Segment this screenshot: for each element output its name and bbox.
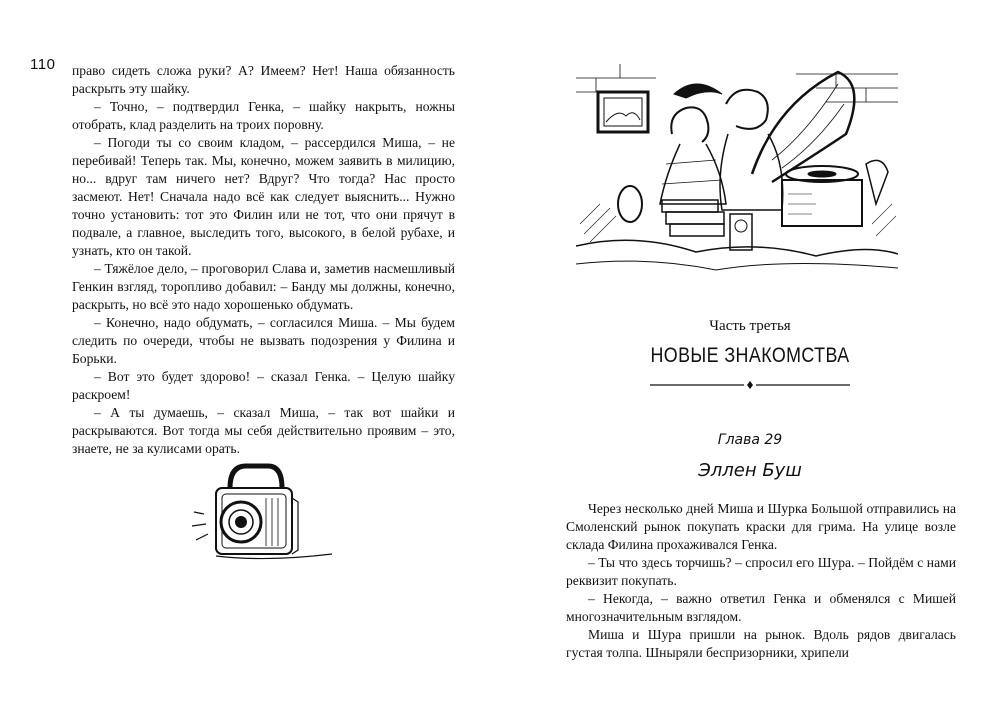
right-page [500,0,1000,712]
paragraph: – Вот это будет здорово! – сказал Генка. – Целую шайку раскроем! [72,369,455,402]
paragraph: – Точно, – подтвердил Генка, – шайку накрыть, ножны отобрать, клад разделить на троих поровну. [72,99,455,132]
paragraph: Миша и Шура пришли на рынок. Вдоль рядов двигалась густая толпа. Шныряли беспризорники, хрипели [566,627,956,660]
paragraph: – Конечно, надо обдумать, – согласился Миша. – Мы будем следить по очереди, чтобы не вызвать подозрения у Филина и Борьки. [72,315,455,366]
chapter-title: Эллен Буш [698,460,802,481]
paragraph: – Ты что здесь торчишь? – спросил его Шура. – Пойдём с нами реквизит покупать. [566,555,956,588]
page-number: 110 [30,56,56,73]
ornament-divider [650,378,850,392]
left-page-text [72,62,455,458]
right-page-text [566,500,956,662]
paragraph: – Тяжёлое дело, – проговорил Слава и, заметив насмешливый Генкин взгляд, торопливо добавил: – Банду мы должны, конечно, раскрыть, но всё это надо хорошенько обдумать. [72,261,455,312]
paragraph: – А ты думаешь, – сказал Миша, – так вот шайки и раскрываются. Вот тогда мы себя действительно проявим – это, знаете, не за кулисами орать. [72,405,455,456]
part-label: Часть третья [709,318,791,334]
paragraph: Через несколько дней Миша и Шурка Большой отправились на Смоленский рынок покупать краски для грима. На улице возле склада Филина прохаживался Генка. [566,501,956,552]
lantern-illustration [186,458,336,568]
part-title: НОВЫЕ ЗНАКОМСТВА [650,344,850,367]
paragraph: – Некогда, – важно ответил Генка и обменялся с Мишей многозначительным взглядом. [566,591,956,624]
antique-shop-illustration [576,64,898,276]
paragraph: право сидеть сложа руки? А? Имеем? Нет! Наша обязанность раскрыть эту шайку. [72,63,455,96]
chapter-label: Глава 29 [717,432,783,448]
paragraph: – Погоди ты со своим кладом, – рассердился Миша, – не перебивай! Теперь так. Мы, конечно, можем заявить в милицию, но... вдруг там ничего нет? Вдруг? Что тогда? Нас просто засмеют. Нет! Сначала надо всё как следует выяснить... Нужно точно установить: тот это Филин или не тот, что они прячут в подвале, а главное, выследить того, высокого, в белой рубахе, и узнать, кто он такой. [72,135,455,258]
